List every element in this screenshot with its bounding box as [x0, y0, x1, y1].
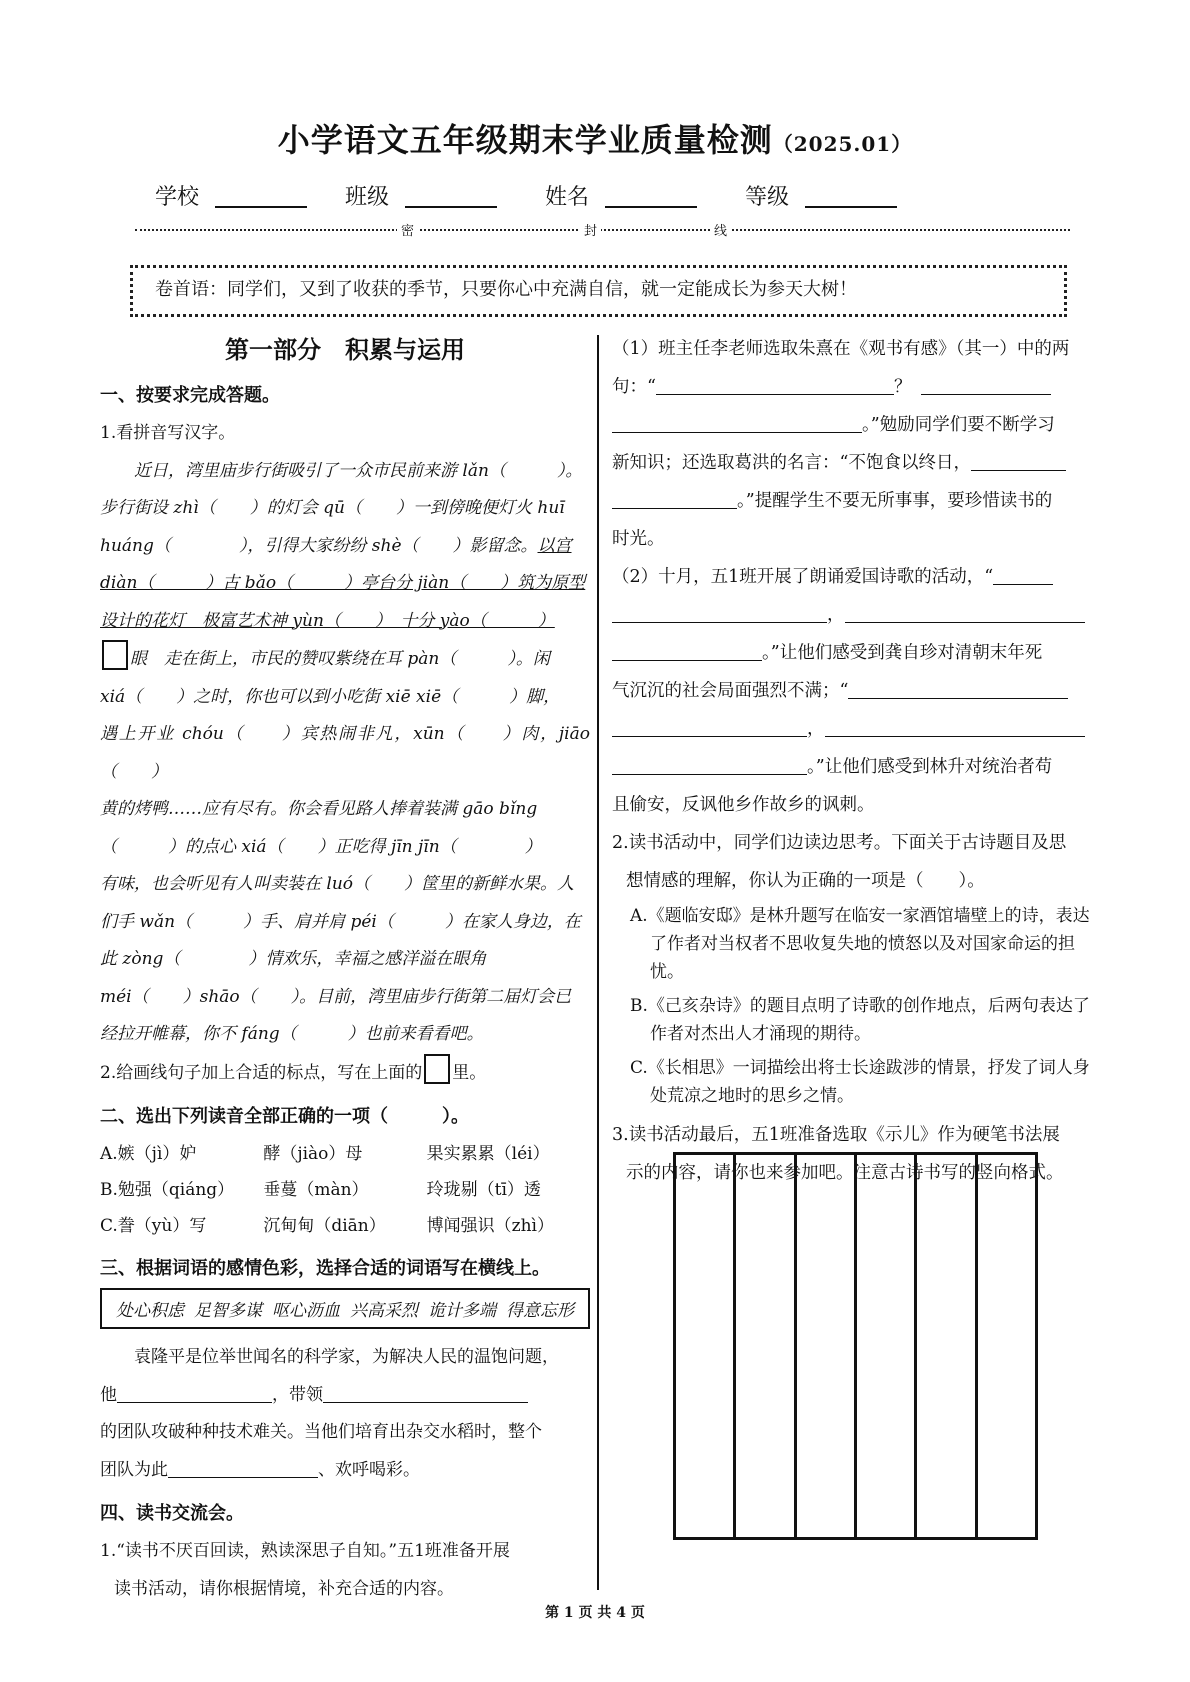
q1-line-8: 遇上开业 chóu（ ）宾热闹非凡，xūn（ ）肉，jiāo（ ）	[100, 724, 590, 782]
grid-column-6[interactable]	[978, 1155, 1035, 1537]
school-blank[interactable]	[215, 184, 307, 208]
q1-line-2: 步行街设 zhì（ ）的灯会 qū（ ）一到傍晚便灯火 huī	[100, 498, 565, 518]
r-p2-line2	[612, 596, 1097, 634]
option-b-3: 玲珑剔（tī）透	[426, 1180, 541, 1200]
q1-line-6-text: 眼 走在街上，市民的赞叹紫绕在耳 pàn（ ）。闲	[130, 649, 550, 669]
grade-label: 等级	[745, 185, 790, 210]
r-p1-f: 。”提醒学生不要无所事事，要珍惜读书的	[737, 491, 1053, 511]
right-column	[612, 330, 1097, 1192]
poem-blank-9[interactable]	[612, 718, 807, 737]
s3-text-4a: 团队为此	[100, 1459, 168, 1480]
answer-line-3[interactable]	[168, 1459, 318, 1478]
r-p1-c: ？	[893, 377, 912, 397]
poem-blank-2[interactable]	[921, 376, 1051, 395]
s4-text-1: 1.“读书不厌百回读，熟读深思子自知。”五1班准备开展	[100, 1541, 510, 1561]
q1-line-13: 此 zòng（ ）情欢乐，幸福之感洋溢在眼角	[100, 949, 487, 969]
part-title: 第一部分 积累与运用	[225, 335, 465, 364]
r-p1-line5	[612, 482, 1097, 520]
section-2-heading: 二、选出下列读音全部正确的一项（ ）。	[100, 1106, 469, 1127]
grid-column-3[interactable]	[797, 1155, 857, 1537]
r-p2-f: 。”让他们感受到林升对统治者苟	[807, 757, 1053, 777]
name-field[interactable]	[545, 180, 697, 211]
poem-blank-1[interactable]	[656, 376, 894, 395]
q1-line-4	[100, 565, 590, 603]
section-1-heading: 一、按要求完成答题。	[100, 385, 280, 406]
q1-line-3	[100, 528, 590, 566]
r-p2-c: 。”让他们感受到龚自珍对清朝末年死	[762, 643, 1043, 663]
quote-blank-2[interactable]	[612, 490, 737, 509]
option-c-1: C.誊（yù）写	[100, 1216, 207, 1236]
r-p2-a: （2）十月，五1班开展了朗诵爱国诗歌的活动，“	[612, 567, 994, 587]
q2-label-a: 2.给画线句子加上合适的标点，写在上面的	[100, 1062, 423, 1083]
q2-instruction	[100, 1054, 590, 1093]
section-3-heading: 三、根据词语的感情色彩，选择合适的词语写在横线上。	[100, 1258, 550, 1279]
school-label: 学校	[155, 185, 200, 210]
r-p1-a: （1）班主任李老师选取朱熹在《观书有感》（其一）中的两	[612, 339, 1070, 359]
word-6: 得意忘形	[506, 1301, 574, 1321]
r-p2-line4	[612, 672, 1097, 710]
poem-blank-3[interactable]	[612, 414, 862, 433]
q1-line-14: méi（ ）shāo（ ）。目前，湾里庙步行街第二届灯会已	[100, 986, 572, 1007]
option-c[interactable]	[100, 1208, 590, 1244]
option-b[interactable]	[100, 1172, 590, 1208]
page-footer: 第 1 页 共 4 页	[545, 1605, 645, 1621]
r-p2-e: ，	[807, 719, 825, 739]
q1-line-3-text: huáng（ ），引得大家纷纷 shè（ ）影留念。	[100, 535, 538, 556]
answer-line-2[interactable]	[323, 1384, 528, 1403]
motto-text: 卷首语：同学们，又到了收获的季节，只要你心中充满自信，就一定能成长为参天大树！	[155, 279, 857, 300]
r-p2-line5	[612, 710, 1097, 748]
poem-blank-8[interactable]	[848, 680, 1068, 699]
r-p2-line6	[612, 748, 1097, 786]
option-a-2: 酵（jiào）母	[263, 1144, 363, 1164]
word-bank	[100, 1288, 590, 1329]
s3-text-3: 的团队攻破种种技术难关。当他们培育出杂交水稻时，整个	[100, 1422, 542, 1442]
calligraphy-grid[interactable]	[673, 1152, 1038, 1540]
s3-text-4	[100, 1452, 590, 1490]
class-blank[interactable]	[405, 184, 497, 208]
s3-text-4b: 、欢呼喝彩。	[318, 1459, 420, 1480]
r-p1-line2	[612, 368, 1097, 406]
q1-line-11: 有味，也会听见有人叫卖装在 luó（ ）筐里的新鲜水果。人	[100, 874, 575, 894]
r-p1-line3	[612, 406, 1097, 444]
quote-blank-1[interactable]	[971, 452, 1066, 471]
s3-text-2a: 他	[100, 1384, 117, 1405]
word-3: 呕心沥血	[272, 1301, 340, 1321]
r-q2-a: 2.读书活动中，同学们边读边思考。下面关于古诗题目及思	[612, 833, 1067, 853]
r-p1-line4	[612, 444, 1097, 482]
r-p2-line3	[612, 634, 1097, 672]
r-p1-e: 新知识；还选取葛洪的名言：“不饱食以终日，	[612, 453, 971, 473]
s4-text-2: 读书活动，请你根据情境，补充合适的内容。	[114, 1578, 454, 1599]
seal-dotted-line	[135, 229, 1070, 231]
q1-line-9: 黄的烤鸭……应有尽有。你会看见路人捧着装满 gāo bǐng	[100, 799, 538, 819]
r-p1-g: 时光。	[612, 529, 665, 549]
poem-blank-10[interactable]	[825, 718, 1085, 737]
grade-blank[interactable]	[805, 184, 897, 208]
word-5: 诡计多端	[428, 1301, 496, 1321]
r-p1-b: 句：“	[612, 377, 656, 397]
page-title	[0, 115, 1190, 161]
underlined-text: 以宫	[537, 535, 572, 556]
poem-blank-7[interactable]	[612, 642, 762, 661]
punctuation-box[interactable]	[102, 640, 128, 670]
answer-box[interactable]	[424, 1054, 450, 1084]
option-b-1: B.勉强（qiáng）	[100, 1180, 235, 1200]
option-b-2: 垂蔓（màn）	[263, 1180, 369, 1200]
q1-line-6	[100, 640, 590, 679]
word-2: 足智多谋	[194, 1301, 262, 1321]
option-a-1: A.嫉（jì）妒	[100, 1144, 197, 1164]
school-field[interactable]	[155, 180, 307, 211]
left-column	[100, 330, 590, 1608]
class-label: 班级	[345, 185, 390, 210]
q2-label-b: 里。	[452, 1062, 487, 1083]
word-4: 兴高采烈	[350, 1301, 418, 1321]
seal-char-2: 封	[580, 220, 601, 239]
r-p2-d: 气沉沉的社会局面强烈不满；“	[612, 681, 849, 701]
option-c-2: 沉甸甸（diān）	[263, 1216, 386, 1236]
q1-line-1: 近日，湾里庙步行街吸引了一众市民前来游 lǎn（ ）。	[134, 460, 583, 481]
s3-text-2	[100, 1377, 590, 1415]
q1-line-5	[100, 603, 590, 641]
q1-line-4-text: diàn（ ）古 bǎo（ ）亭台分 jiàn（ ）筑为原型	[100, 573, 586, 593]
grid-column-4[interactable]	[857, 1155, 917, 1537]
option-a-3: 果实累累（léi）	[426, 1144, 550, 1164]
answer-line-1[interactable]	[117, 1384, 272, 1403]
s3-text-2b: ，带领	[272, 1384, 323, 1405]
class-field[interactable]	[345, 180, 497, 211]
r-q2-b: 想情感的理解，你认为正确的一项是（ ）。	[626, 871, 985, 891]
seal-char-1: 密	[397, 220, 418, 239]
exam-date: （2025.01）	[772, 132, 913, 156]
q1-line-10: （ ）的点心 xiá（ ）正吃得 jīn jīn（ ）	[100, 836, 542, 857]
q1-line-15: 经拉开帷幕，你不 fáng（ ）也前来看看吧。	[100, 1024, 484, 1044]
r-p2-g: 且偷安，反讽他乡作故乡的讽刺。	[612, 795, 875, 815]
r-q3-b: 示的内容，请你也来参加吧。注意古诗书写的竖向格式。	[626, 1163, 1064, 1183]
section-4-heading: 四、读书交流会。	[100, 1503, 244, 1524]
name-label: 姓名	[545, 185, 590, 210]
poem-blank-6[interactable]	[845, 604, 1085, 623]
word-1: 处心积虑	[116, 1301, 184, 1321]
seal-line	[135, 222, 1070, 239]
q1-line-12: 们手 wǎn（ ）手、肩并肩 péi（ ）在家人身边，在	[100, 911, 581, 932]
poem-blank-4[interactable]	[993, 566, 1053, 585]
r-q3-a: 3.读书活动最后，五1班准备选取《示儿》作为硬笔书法展	[612, 1125, 1060, 1145]
r-q2-option-c[interactable]: C.《长相思》一词描绘出将士长途跋涉的情景，抒发了词人身处荒凉之地时的思乡之情。	[630, 1058, 1090, 1106]
r-p2-b: ，	[827, 605, 845, 625]
name-blank[interactable]	[605, 184, 697, 208]
r-p1-d: 。”勉励同学们要不断学习	[862, 415, 1055, 435]
grade-field[interactable]	[745, 180, 897, 211]
poem-blank-11[interactable]	[612, 756, 807, 775]
grid-column-2[interactable]	[736, 1155, 796, 1537]
q1-line-5-text: 设计的花灯 极富艺术神 yùn（ ） 十分 yào（ ）	[100, 610, 555, 631]
r-p2-line1	[612, 558, 1097, 596]
column-divider	[597, 335, 599, 1590]
q1-line-7: xiá（ ）之时，你也可以到小吃街 xiē xiē（ ）脚，	[100, 686, 561, 707]
r-q2-option-b[interactable]: B.《己亥杂诗》的题目点明了诗歌的创作地点，后两句表达了作者对杰出人才涌现的期待。	[630, 996, 1090, 1044]
q1-label: 1.看拼音写汉字。	[100, 423, 236, 443]
poem-blank-5[interactable]	[612, 604, 827, 623]
option-c-3: 博闻强识（zhì）	[426, 1216, 554, 1236]
grid-column-5[interactable]	[917, 1155, 977, 1537]
motto-box	[130, 265, 1067, 317]
grid-column-1[interactable]	[676, 1155, 736, 1537]
seal-char-3: 线	[710, 220, 731, 239]
s3-text-1: 袁隆平是位举世闻名的科学家，为解决人民的温饱问题，	[134, 1347, 559, 1367]
exam-title: 小学语文五年级期末学业质量检测	[277, 121, 773, 159]
option-a[interactable]	[100, 1136, 590, 1172]
r-q2-option-a[interactable]: A.《题临安邸》是林升题写在临安一家酒馆墙壁上的诗，表达了作者对当权者不思收复失地的愤怒以及对国家命运的担忧。	[630, 906, 1090, 982]
